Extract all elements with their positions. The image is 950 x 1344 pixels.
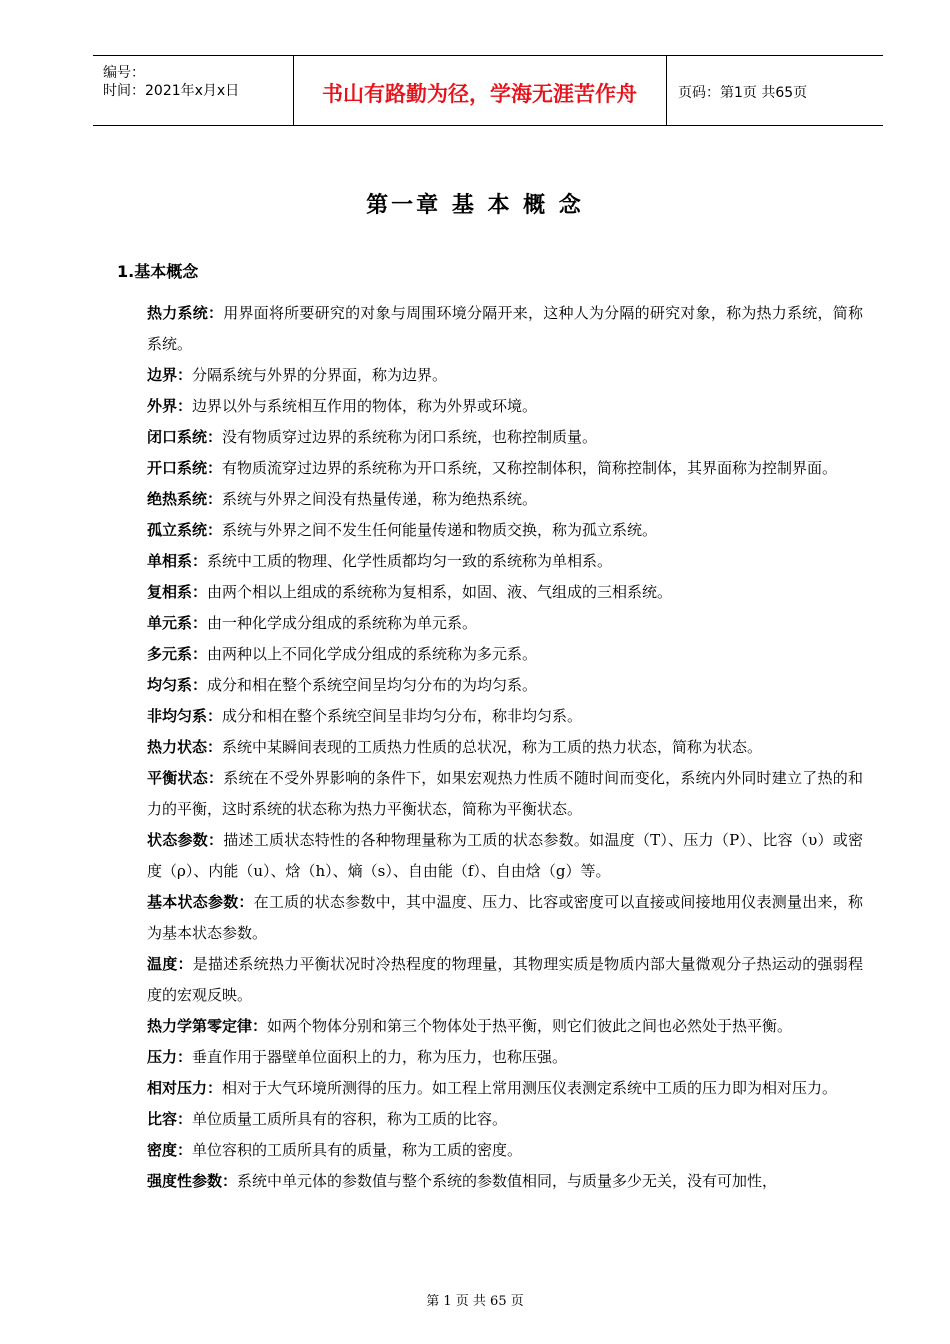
definition-term: 绝热系统： bbox=[147, 490, 223, 508]
definition-term: 孤立系统： bbox=[147, 521, 223, 539]
definition-text: 系统在不受外界影响的条件下，如果宏观热力性质不随时间而变化，系统内外同时建立了热的和力的平衡，这时系统的状态称为热力平衡状态，简称为平衡状态。 bbox=[147, 769, 863, 818]
definition-term: 外界： bbox=[147, 397, 193, 415]
definition-term: 热力系统： bbox=[147, 304, 224, 322]
definition-entry bbox=[147, 1073, 863, 1104]
definition-entry bbox=[147, 639, 863, 670]
definition-entry bbox=[147, 577, 863, 608]
definition-term: 强度性参数： bbox=[147, 1172, 238, 1190]
definition-text: 由一种化学成分组成的系统称为单元系。 bbox=[207, 614, 478, 632]
definition-text: 单位容积的工质所具有的质量，称为工质的密度。 bbox=[192, 1141, 523, 1159]
definition-term: 单元系： bbox=[147, 614, 208, 632]
definition-term: 基本状态参数： bbox=[147, 893, 254, 911]
definition-entry bbox=[147, 1104, 863, 1135]
section-title: 1.基本概念 bbox=[117, 262, 199, 281]
definition-term: 比容： bbox=[147, 1110, 193, 1128]
definition-term: 闭口系统： bbox=[147, 428, 223, 446]
definition-text: 由两个相以上组成的系统称为复相系，如固、液、气组成的三相系统。 bbox=[207, 583, 673, 601]
definition-term: 状态参数： bbox=[147, 831, 224, 849]
header-page-cell bbox=[666, 56, 883, 125]
definition-entry bbox=[147, 887, 863, 949]
definition-text: 单位质量工质所具有的容积，称为工质的比容。 bbox=[192, 1110, 508, 1128]
definition-text: 系统与外界之间没有热量传递，称为绝热系统。 bbox=[222, 490, 538, 508]
definition-text: 系统中单元体的参数值与整个系统的参数值相同，与质量多少无关，没有可加性， bbox=[237, 1172, 778, 1190]
definition-term: 相对压力： bbox=[147, 1079, 223, 1097]
definition-entry bbox=[147, 1042, 863, 1073]
definition-term: 非均匀系： bbox=[147, 707, 223, 725]
definition-text: 用界面将所要研究的对象与周围环境分隔开来，这种人为分隔的研究对象，称为热力系统，简称系统。 bbox=[147, 304, 863, 353]
definition-term: 边界： bbox=[147, 366, 193, 384]
definition-text: 系统与外界之间不发生任何能量传递和物质交换，称为孤立系统。 bbox=[222, 521, 658, 539]
number-label: 编号： bbox=[103, 65, 145, 81]
definition-entry bbox=[147, 949, 863, 1011]
definition-entry bbox=[147, 422, 863, 453]
definition-entry bbox=[147, 608, 863, 639]
chapter-title: 第一章 基 本 概 念 bbox=[366, 193, 584, 218]
definition-text: 是描述系统热力平衡状况时冷热程度的物理量，其物理实质是物质内部大量微观分子热运动的强弱程度的宏观反映。 bbox=[147, 955, 863, 1004]
definition-text: 成分和相在整个系统空间呈非均匀分布，称非均匀系。 bbox=[222, 707, 583, 725]
definition-entry bbox=[147, 546, 863, 577]
definition-term: 密度： bbox=[147, 1141, 193, 1159]
page-label: 页码：第1页 共65页 bbox=[678, 85, 808, 101]
definition-entry bbox=[147, 670, 863, 701]
definition-term: 均匀系： bbox=[147, 676, 208, 694]
definition-text: 分隔系统与外界的分界面，称为边界。 bbox=[192, 366, 448, 384]
definition-term: 多元系： bbox=[147, 645, 208, 663]
definition-entry bbox=[147, 453, 863, 484]
definition-entry bbox=[147, 701, 863, 732]
definition-text: 没有物质穿过边界的系统称为闭口系统，也称控制质量。 bbox=[222, 428, 598, 446]
motto: 书山有路勤为径，学海无涯苦作舟 bbox=[322, 82, 637, 106]
definition-term: 温度： bbox=[147, 955, 193, 973]
definition-term: 热力状态： bbox=[147, 738, 223, 756]
definition-text: 由两种以上不同化学成分组成的系统称为多元系。 bbox=[207, 645, 538, 663]
definition-entry bbox=[147, 732, 863, 763]
header-meta-cell bbox=[93, 56, 294, 125]
definition-text: 系统中某瞬间表现的工质热力性质的总状况，称为工质的热力状态，简称为状态。 bbox=[222, 738, 763, 756]
header-motto-cell bbox=[293, 56, 667, 125]
definition-term: 平衡状态： bbox=[147, 769, 224, 787]
definition-entry bbox=[147, 825, 863, 887]
definition-entry bbox=[147, 484, 863, 515]
definition-text: 描述工质状态特性的各种物理量称为工质的状态参数。如温度（T）、压力（P）、比容（υ）或密度（ρ）、内能（u）、焓（h）、熵（s）、自由能（f）、自由焓（g）等。 bbox=[147, 831, 863, 880]
definition-text: 边界以外与系统相互作用的物体，称为外界或环境。 bbox=[192, 397, 538, 415]
definition-term: 单相系： bbox=[147, 552, 208, 570]
definition-entry bbox=[147, 391, 863, 422]
definition-entry bbox=[147, 298, 863, 360]
definition-entry bbox=[147, 763, 863, 825]
definition-text: 垂直作用于器壁单位面积上的力，称为压力，也称压强。 bbox=[192, 1048, 568, 1066]
definition-term: 开口系统： bbox=[147, 459, 223, 477]
definition-entry bbox=[147, 1166, 863, 1197]
definition-text: 有物质流穿过边界的系统称为开口系统，又称控制体积，简称控制体，其界面称为控制界面。 bbox=[222, 459, 838, 477]
definition-text: 成分和相在整个系统空间呈均匀分布的为均匀系。 bbox=[207, 676, 538, 694]
definition-entry bbox=[147, 1135, 863, 1166]
definition-term: 复相系： bbox=[147, 583, 208, 601]
definition-entry bbox=[147, 360, 863, 391]
definition-term: 压力： bbox=[147, 1048, 193, 1066]
definition-term: 热力学第零定律： bbox=[147, 1017, 268, 1035]
definitions-list bbox=[147, 298, 863, 1197]
definition-text: 系统中工质的物理、化学性质都均匀一致的系统称为单相系。 bbox=[207, 552, 613, 570]
page-footer: 第 1 页 共 65 页 bbox=[426, 1294, 524, 1309]
definition-text: 相对于大气环境所测得的压力。如工程上常用测压仪表测定系统中工质的压力即为相对压力。 bbox=[222, 1079, 838, 1097]
definition-text: 在工质的状态参数中，其中温度、压力、比容或密度可以直接或间接地用仪表测量出来，称为基本状态参数。 bbox=[147, 893, 863, 942]
definition-entry bbox=[147, 515, 863, 546]
definition-text: 如两个物体分别和第三个物体处于热平衡，则它们彼此之间也必然处于热平衡。 bbox=[267, 1017, 793, 1035]
page-header bbox=[93, 55, 883, 126]
time-label: 时间：2021年x月x日 bbox=[103, 83, 240, 99]
definition-entry bbox=[147, 1011, 863, 1042]
